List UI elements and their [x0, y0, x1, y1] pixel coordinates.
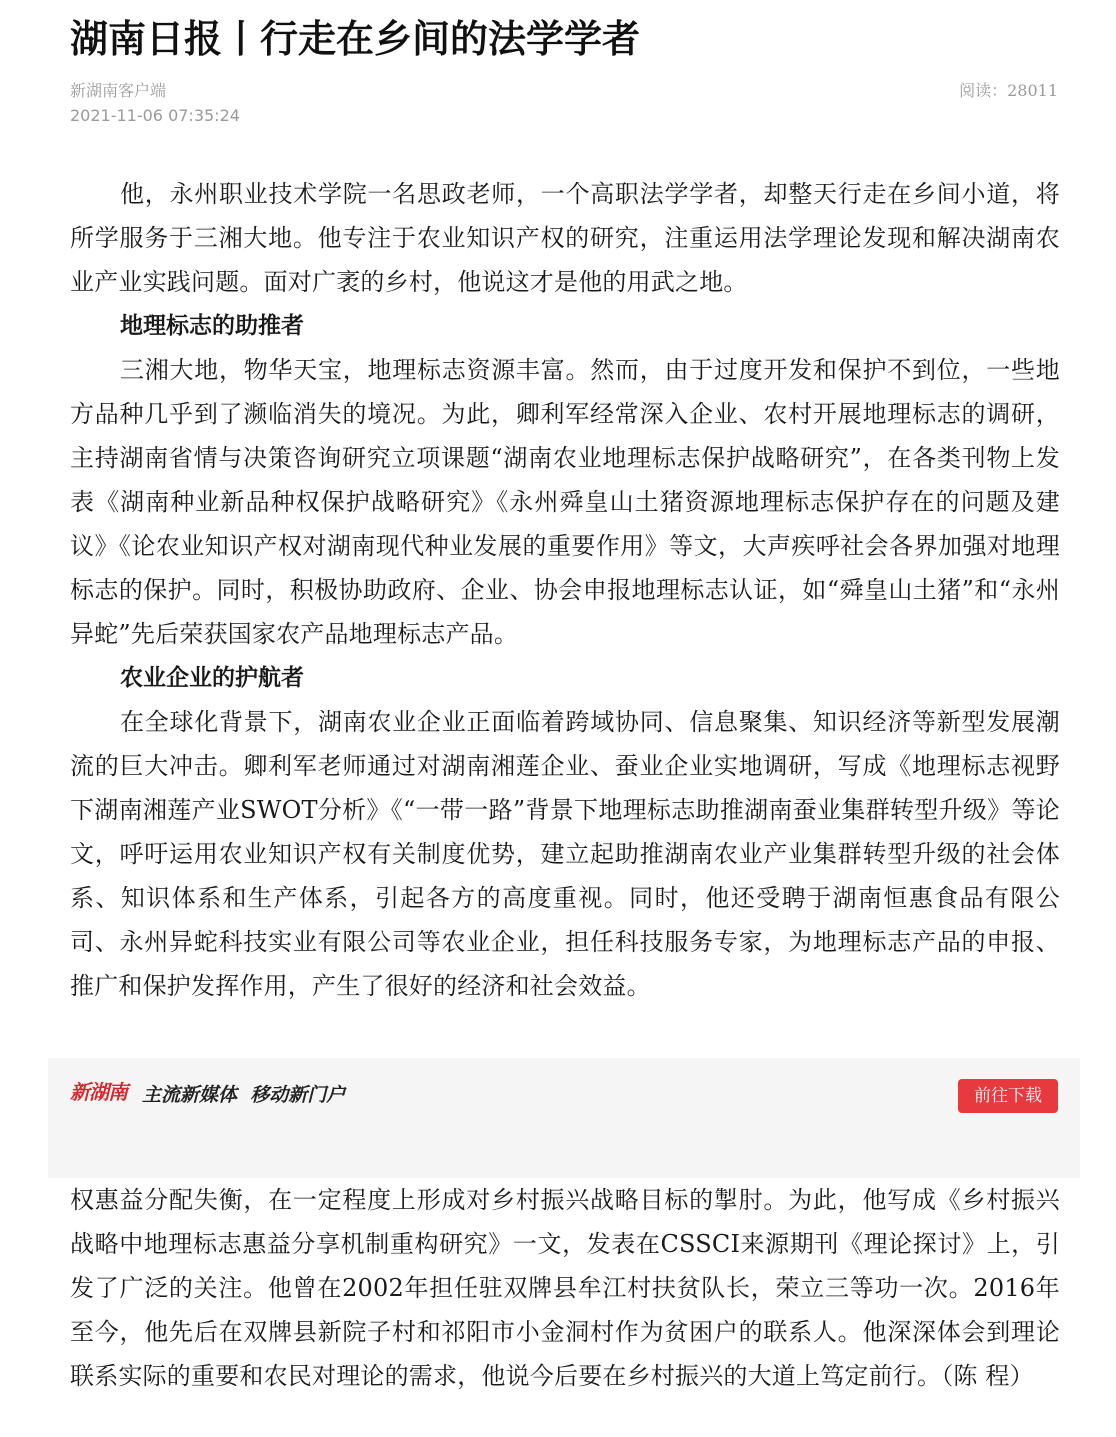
download-button[interactable]: 前往下载: [958, 1079, 1058, 1113]
paragraph-continued: 权惠益分配失衡，在一定程度上形成对乡村振兴战略目标的掣肘。为此，他写成《乡村振兴战略中地理标志惠益分享机制重构研究》一文，发表在CSSCI来源期刊《理论探讨》上，引发了广泛的关注。他曾在2002年担任驻双牌县牟江村扶贫队长，荣立三等功一次。2016年至今，他先后在双牌县新院子村和祁阳市小金洞村作为贫困户的联系人。他深深体会到理论联系实际的重要和农民对理论的需求，他说今后要在乡村振兴的大道上笃定前行。（陈 程）: [70, 1186, 1060, 1390]
app-download-banner: [48, 1058, 1080, 1178]
article-body-continued: [70, 1178, 1060, 1398]
app-logo: 新湖南: [70, 1080, 127, 1104]
article-body: [70, 172, 1060, 1008]
section-heading-agri-enterprise: 农业企业的护航者: [120, 665, 304, 691]
article-datetime: 2021-11-06 07:35:24: [70, 106, 240, 125]
paragraph-geo-indication: 三湘大地，物华天宝，地理标志资源丰富。然而，由于过度开发和保护不到位，一些地方品种几乎到了濒临消失的境况。为此，卿利军经常深入企业、农村开展地理标志的调研，主持湖南省情与决策咨询研究立项课题“湖南农业地理标志保护战略研究”，在各类刊物上发表《湖南种业新品种权保护战略研究》《永州舜皇山土猪资源地理标志保护存在的问题及建议》《论农业知识产权对湖南现代种业发展的重要作用》等文，大声疾呼社会各界加强对地理标志的保护。同时，积极协助政府、企业、协会申报地理标志认证，如“舜皇山土猪”和“永州异蛇”先后荣获国家农产品地理标志产品。: [70, 356, 1060, 648]
read-count: 阅读：28011: [959, 81, 1058, 100]
banner-slogan: 主流新媒体 移动新门户: [142, 1084, 346, 1106]
section-heading-geo-indication: 地理标志的助推者: [120, 313, 304, 339]
article-title: 湖南日报丨行走在乡间的法学学者: [70, 17, 641, 61]
paragraph-agri-enterprise: 在全球化背景下，湖南农业企业正面临着跨域协同、信息聚集、知识经济等新型发展潮流的巨大冲击。卿利军老师通过对湖南湘莲企业、蚕业企业实地调研，写成《地理标志视野下湖南湘莲产业SWOT分析》《“一带一路”背景下地理标志助推湖南蚕业集群转型升级》等论文，呼吁运用农业知识产权有关制度优势，建立起助推湖南农业产业集群转型升级的社会体系、知识体系和生产体系，引起各方的高度重视。同时，他还受聘于湖南恒惠食品有限公司、永州异蛇科技实业有限公司等农业企业，担任科技服务专家，为地理标志产品的申报、推广和保护发挥作用，产生了很好的经济和社会效益。: [70, 708, 1060, 1000]
paragraph-intro: 他，永州职业技术学院一名思政老师，一个高职法学学者，却整天行走在乡间小道，将所学服务于三湘大地。他专注于农业知识产权的研究，注重运用法学理论发现和解决湖南农业产业实践问题。面对广袤的乡村，他说这才是他的用武之地。: [70, 180, 1060, 296]
article-source: 新湖南客户端: [70, 81, 167, 100]
